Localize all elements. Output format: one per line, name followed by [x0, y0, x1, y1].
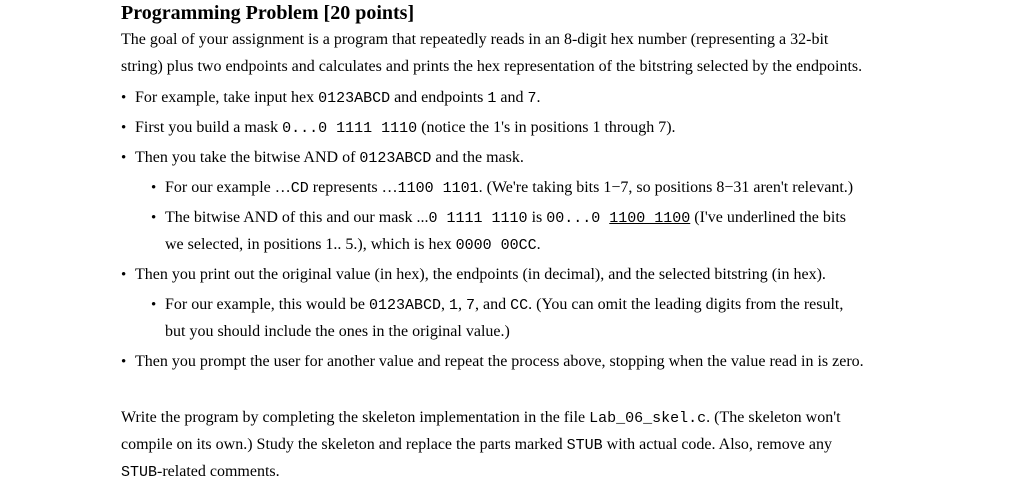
sub-bullet-output: • For our example, this would be 0123ABCD, 1, 7, and CC. (You can omit the leading digits from the result,	[151, 296, 844, 314]
bullet-repeat: • Then you prompt the user for another value and repeat the process above, stopping when the value read in is zero.	[121, 353, 864, 370]
bullet-marker: •	[121, 120, 127, 136]
page-title: Programming Problem [20 points]	[121, 2, 415, 24]
outro-line-1: Write the program by completing the skeleton implementation in the file Lab_06_skel.c. (The skeleton won't	[121, 409, 841, 427]
bullet-print: • Then you print out the original value (in hex), the endpoints (in decimal), and the selected bitstring (in hex).	[121, 266, 826, 283]
bullet-marker: •	[151, 297, 157, 313]
bullet-example: • For example, take input hex 0123ABCD and endpoints 1 and 7.	[121, 89, 541, 107]
bullet-marker: •	[151, 180, 157, 196]
filename: Lab_06_skel.c	[589, 410, 707, 427]
intro-line-2: string) plus two endpoints and calculates and prints the hex representation of the bitstring selected by the endpoints.	[121, 58, 863, 75]
bullet-marker: •	[121, 90, 127, 106]
bullet-marker: •	[121, 354, 127, 370]
sub-bullet-bitwise-and: • The bitwise AND of this and our mask ...0 1111 1110 is 00...0 1100 1100 (I've underlined the bits	[151, 209, 846, 227]
outro-line-3: STUB-related comments.	[121, 463, 280, 481]
bullet-marker: •	[151, 210, 157, 226]
outro-line-2: compile on its own.) Study the skeleton and replace the parts marked STUB with actual code. Also, remove any	[121, 436, 832, 454]
bullet-mask: • First you build a mask 0...0 1111 1110 (notice the 1's in positions 1 through 7).	[121, 119, 676, 137]
sub-bullet-output-cont: but you should include the ones in the original value.)	[165, 323, 510, 340]
underlined-bits: 1100 1100	[609, 210, 691, 227]
bullet-marker: •	[121, 267, 127, 283]
bullet-marker: •	[121, 150, 127, 166]
intro-line-1: The goal of your assignment is a program that repeatedly reads in an 8-digit hex number (representing a 32-bit	[121, 31, 829, 48]
sub-bullet-represents: • For our example …CD represents …1100 1101. (We're taking bits 1−7, so positions 8−31 aren't relevant.)	[151, 179, 854, 197]
sub-bullet-bitwise-and-cont: we selected, in positions 1.. 5.), which is hex 0000 00CC.	[165, 236, 541, 254]
bullet-and: • Then you take the bitwise AND of 0123ABCD and the mask.	[121, 149, 524, 167]
